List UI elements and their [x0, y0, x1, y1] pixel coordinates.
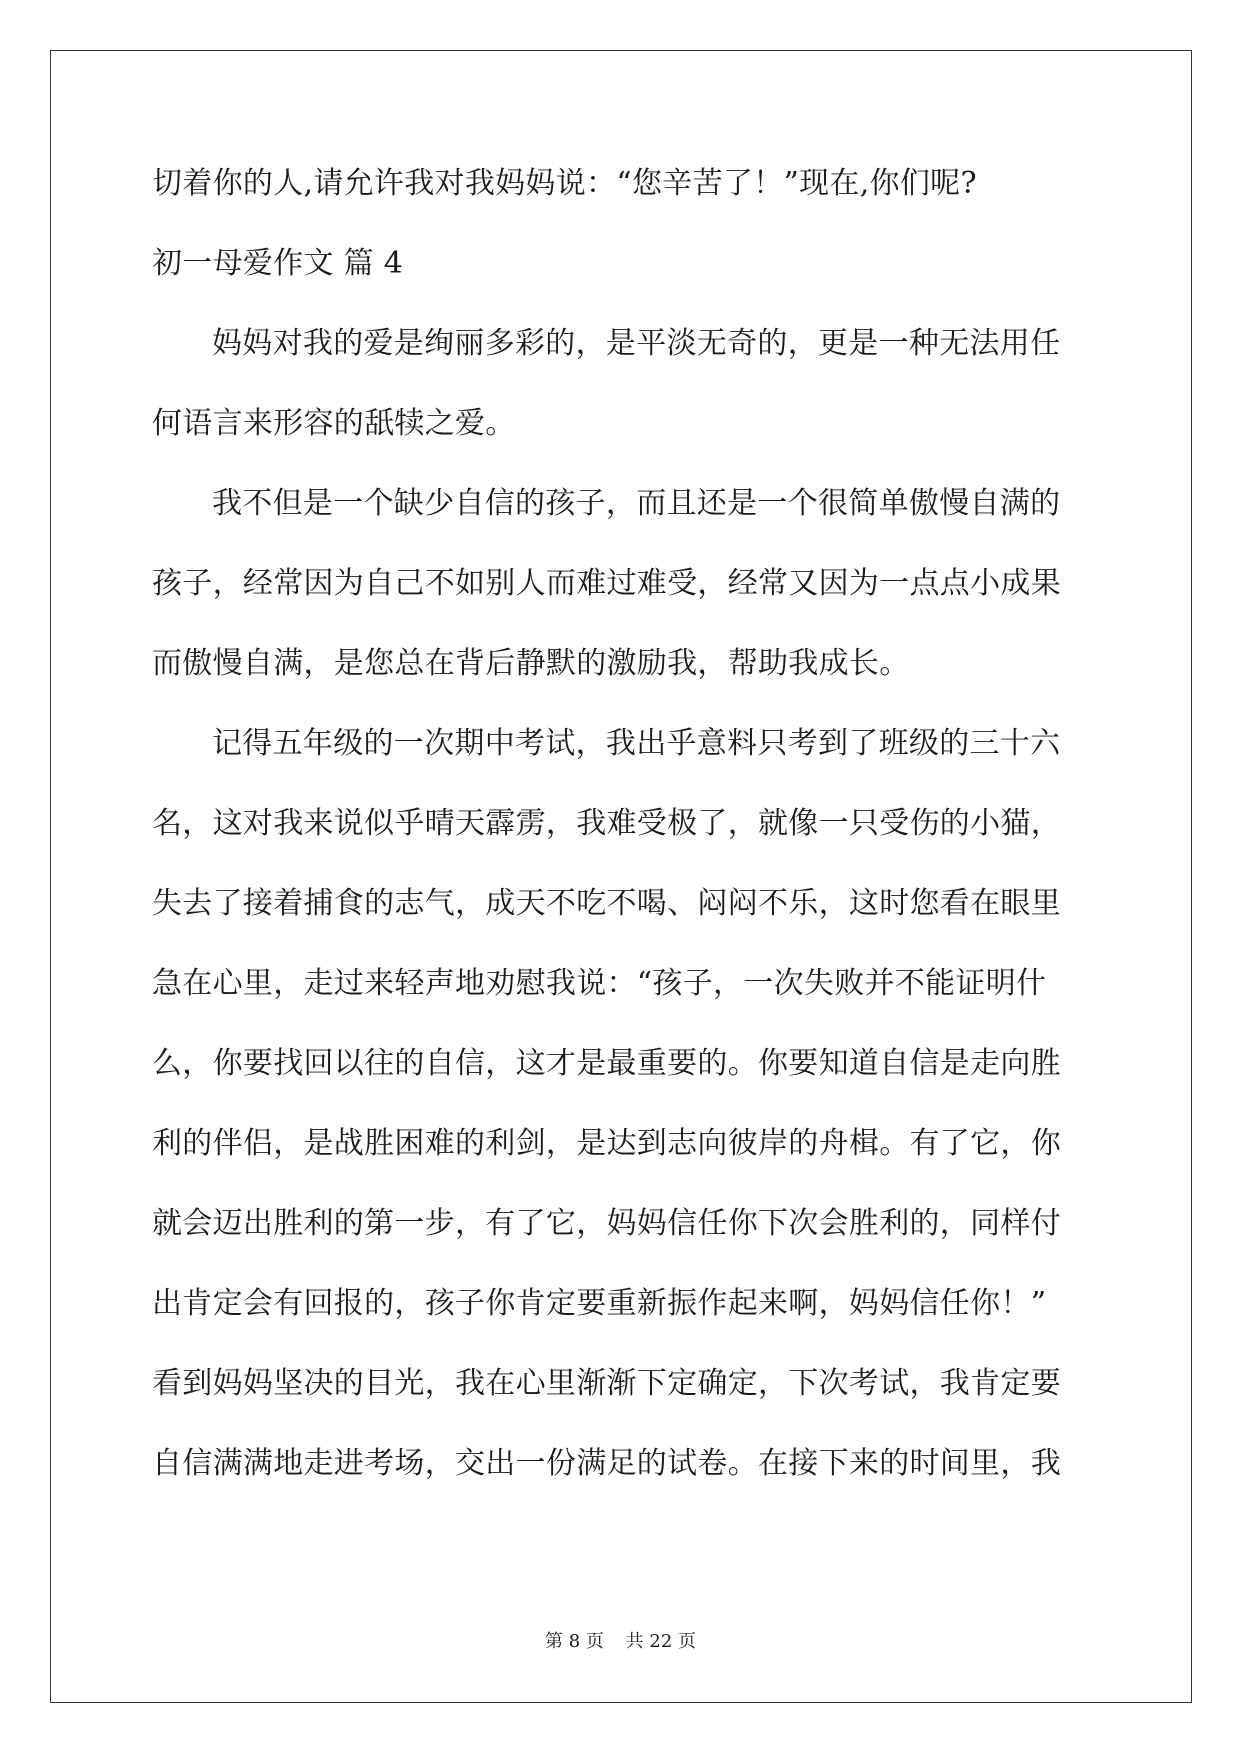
paragraph-line: 何语言来形容的舐犊之爱。: [152, 406, 516, 441]
paragraph-line: 名，这对我来说似乎晴天霹雳，我难受极了，就像一只受伤的小猫，: [152, 806, 1061, 841]
page-total: 共 22 页: [625, 1631, 696, 1652]
paragraph-line: 我不但是一个缺少自信的孩子，而且还是一个很简单傲慢自满的: [212, 486, 1061, 521]
paragraph-line: 急在心里，走过来轻声地劝慰我说：“孩子，一次失败并不能证明什: [152, 966, 1047, 1001]
page-number: 第 8 页: [545, 1631, 604, 1652]
paragraph-line: 么，你要找回以往的自信，这才是最重要的。你要知道自信是走向胜: [152, 1046, 1061, 1081]
paragraph-line: 看到妈妈坚决的目光，我在心里渐渐下定确定，下次考试，我肯定要: [152, 1366, 1061, 1401]
paragraph-line: 就会迈出胜利的第一步，有了它，妈妈信任你下次会胜利的，同样付: [152, 1206, 1061, 1241]
paragraph-line: 出肯定会有回报的，孩子你肯定要重新振作起来啊，妈妈信任你！”: [152, 1286, 1047, 1321]
section-heading: 初一母爱作文 篇 4: [152, 246, 404, 281]
paragraph-line: 失去了接着捕食的志气，成天不吃不喝、闷闷不乐，这时您看在眼里: [152, 886, 1061, 921]
paragraph-line: 记得五年级的一次期中考试，我出乎意料只考到了班级的三十六: [212, 726, 1061, 761]
paragraph-line: 孩子，经常因为自己不如别人而难过难受，经常又因为一点点小成果: [152, 566, 1061, 601]
text-line: 切着你的人,请允许我对我妈妈说：“您辛苦了！”现在,你们呢?: [152, 166, 977, 201]
paragraph-line: 自信满满地走进考场，交出一份满足的试卷。在接下来的时间里，我: [152, 1446, 1061, 1481]
page-footer: [0, 1630, 1241, 1654]
paragraph-line: 利的伴侣，是战胜困难的利剑，是达到志向彼岸的舟楫。有了它，你: [152, 1126, 1061, 1161]
paragraph-line: 妈妈对我的爱是绚丽多彩的，是平淡无奇的，更是一种无法用任: [212, 326, 1061, 361]
paragraph-line: 而傲慢自满，是您总在背后静默的激励我，帮助我成长。: [152, 646, 910, 681]
